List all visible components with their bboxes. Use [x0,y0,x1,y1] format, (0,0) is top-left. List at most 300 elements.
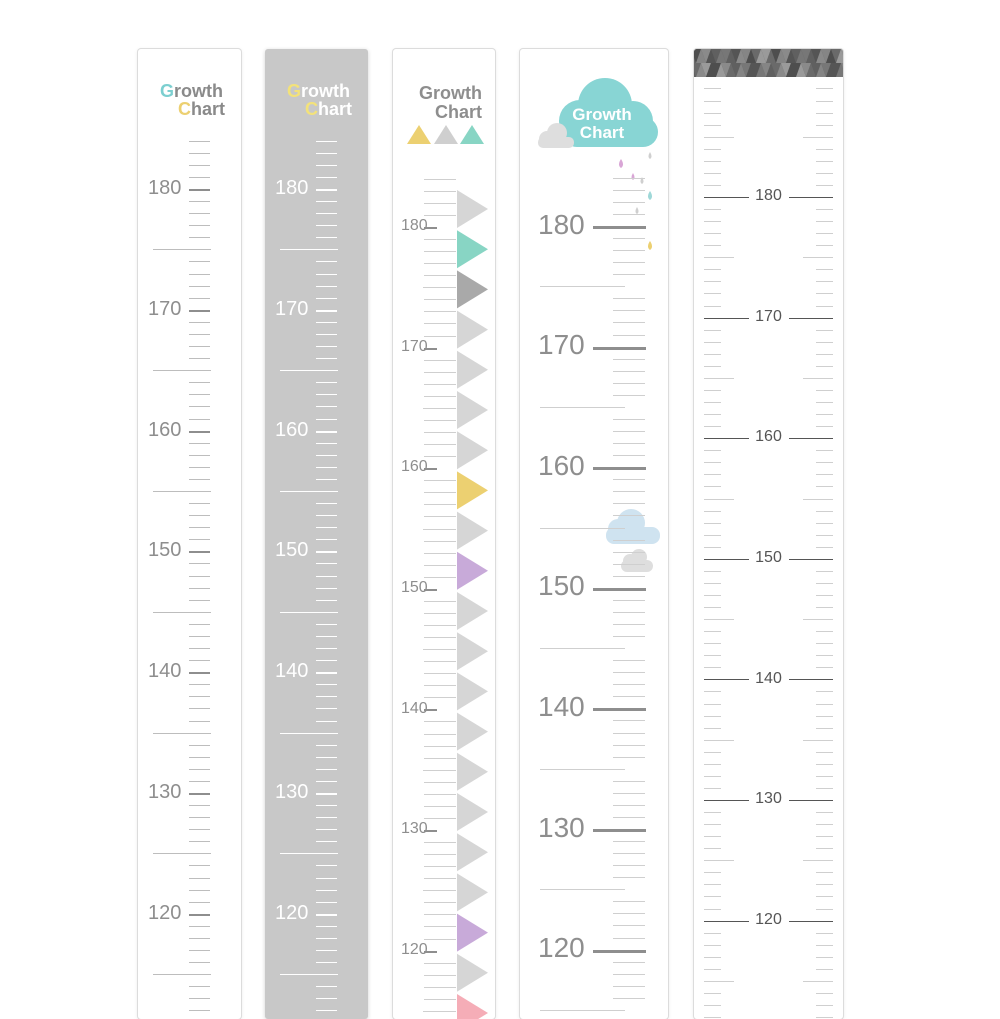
ruler-tick [613,443,645,444]
ruler-tick [424,215,456,216]
ruler-tick [423,649,456,650]
ruler-tick [189,274,210,275]
ruler-tick [540,648,625,649]
height-label-150: 150 [275,539,309,561]
title-line-2: Chart [434,102,482,122]
ruler-tick [189,225,210,226]
ruler-tick [423,287,456,288]
ruler-tick [803,378,833,379]
ruler-tick [816,450,833,451]
ruler-tick [189,443,210,444]
ruler-tick [593,588,646,591]
ruler-tick [816,595,833,596]
flag-triangle [457,994,488,1019]
height-label-170: 170 [148,298,182,320]
ruler-tick [613,371,645,372]
ruler-tick [189,781,210,782]
ruler-tick [816,390,833,391]
ruler-tick [424,396,456,397]
ruler-tick [424,963,456,964]
ruler-tick [316,805,337,806]
ruler-tick [613,925,645,926]
ruler-tick [704,860,734,861]
ruler-tick [613,322,645,323]
height-label-150: 150 [148,539,182,561]
ruler-tick [704,583,721,584]
ruler-tick [704,499,734,500]
ruler-tick [613,684,645,685]
strip-title [158,82,225,118]
ruler-tick [540,528,625,529]
ruler-tick [424,661,456,662]
ruler-tick [704,993,721,994]
ruler-tick [153,370,211,371]
ruler-tick [316,708,337,709]
flag-triangle [457,753,488,791]
ruler-tick [704,547,721,548]
height-label-120: 120 [755,911,782,928]
ruler-tick [189,563,210,564]
ruler-tick [816,969,833,970]
ruler-tick [613,431,645,432]
ruler-tick [704,88,721,89]
ruler-tick [424,758,456,759]
height-label-140: 140 [275,660,309,682]
ruler-tick [816,824,833,825]
ruler-tick [189,1010,210,1011]
ruler-tick [424,384,456,385]
ruler-tick [189,322,210,323]
ruler-tick [189,600,210,601]
ruler-tick [704,426,721,427]
ruler-tick [424,926,456,927]
ruler-tick [316,346,337,347]
ruler-tick [189,515,210,516]
flag-triangle [457,632,488,670]
ruler-tick [316,286,337,287]
ruler-tick [613,503,645,504]
ruler-tick [613,733,645,734]
ruler-tick [316,841,337,842]
ruler-tick [704,173,721,174]
ruler-tick [316,890,337,891]
ruler-tick [816,233,833,234]
ruler-tick [704,1005,721,1006]
ruler-tick [816,281,833,282]
ruler-tick [316,600,337,601]
ruler-tick [280,853,338,854]
ruler-tick [316,419,337,420]
ruler-tick [613,672,645,673]
ruler-tick [189,237,210,238]
ruler-tick [593,829,646,832]
height-label-130: 130 [148,781,182,803]
ruler-tick [613,624,645,625]
height-label-140: 140 [755,670,782,687]
ruler-tick [189,539,210,540]
ruler-tick [613,395,645,396]
ruler-tick [189,201,210,202]
ruler-tick [613,455,645,456]
ruler-tick [316,563,337,564]
ruler-tick [189,636,210,637]
ruler-tick [316,902,337,903]
ruler-tick [424,372,456,373]
ruler-tick [424,975,456,976]
ruler-tick [613,310,645,311]
height-label-140: 140 [538,691,585,722]
ruler-tick [704,848,721,849]
ruler-tick [704,909,721,910]
ruler-tick [316,914,337,916]
ruler-tick [189,938,210,939]
height-label-160: 160 [148,419,182,441]
ruler-tick [189,648,210,649]
ruler-tick [189,986,210,987]
ruler-tick [613,745,645,746]
geometric-header-band [694,49,843,77]
ruler-tick [316,817,337,818]
ruler-tick [816,402,833,403]
ruler-tick [189,962,210,963]
ruler-tick [816,704,833,705]
ruler-tick [189,334,210,335]
ruler-tick [189,902,210,903]
title-initial-g: G [287,81,302,101]
ruler-tick [424,782,456,783]
flag-triangle [457,793,488,831]
ruler-tick [189,165,210,166]
ruler-tick [704,655,721,656]
height-label-150: 150 [401,579,428,596]
ruler-tick [613,250,645,251]
ruler-tick [316,660,337,661]
ruler-tick [280,612,338,613]
ruler-tick [316,769,337,770]
ruler-tick [189,841,210,842]
ruler-tick [816,716,833,717]
ruler-tick [613,901,645,902]
ruler-tick [704,209,721,210]
ruler-tick [424,480,456,481]
ruler-tick [613,781,645,782]
ruler-tick [189,394,210,395]
ruler-tick [424,601,456,602]
ruler-tick [316,672,337,674]
ruler-tick [816,535,833,536]
ruler-tick [189,431,210,433]
ruler-tick [424,685,456,686]
ruler-tick [613,962,645,963]
ruler-tick [424,746,456,747]
height-label-160: 160 [401,458,428,475]
growth-chart-strip-flags[interactable] [393,49,495,1019]
ruler-tick [153,491,211,492]
ruler-tick [613,913,645,914]
ruler-tick [704,390,721,391]
ruler-tick [816,245,833,246]
ruler-tick [593,226,646,229]
title-initial-g: G [160,81,175,101]
ruler-tick [704,595,721,596]
height-label-150: 150 [538,570,585,601]
ruler-tick [593,950,646,953]
triangle-pattern-icon [694,49,843,77]
ruler-tick [189,310,210,312]
ruler-tick [316,177,337,178]
ruler-tick [424,179,456,180]
ruler-tick [704,884,721,885]
ruler-tick [316,455,337,456]
ruler-tick [613,817,645,818]
title-initial-c: C [305,99,318,119]
ruler-tick [189,286,210,287]
ruler-tick [316,322,337,323]
ruler-tick [316,213,337,214]
ruler-tick [816,993,833,994]
ruler-tick [704,462,721,463]
ruler-tick [704,957,721,958]
ruler-tick [189,757,210,758]
ruler-tick [803,619,833,620]
ruler-tick [189,696,210,697]
ruler-tick [424,806,456,807]
ruler-tick [704,101,721,102]
ruler-tick [704,523,721,524]
height-label-180: 180 [401,217,428,234]
ruler-tick [424,565,456,566]
height-label-170: 170 [401,338,428,355]
ruler-tick [424,866,456,867]
ruler-tick [423,1011,456,1012]
bunting-flags-icon [393,49,495,1019]
ruler-tick [613,262,645,263]
ruler-tick [613,865,645,866]
ruler-tick [189,551,210,553]
ruler-tick [189,189,210,191]
ruler-tick [816,728,833,729]
flag-triangle [457,391,488,429]
ruler-tick [613,636,645,637]
ruler-tick [704,824,721,825]
ruler-tick [316,696,337,697]
ruler-tick [189,769,210,770]
ruler-tick [316,962,337,963]
ruler-tick [613,938,645,939]
ruler-tick [424,577,456,578]
ruler-tick [816,185,833,186]
ruler-tick [316,648,337,649]
height-label-120: 120 [148,902,182,924]
ruler-tick [704,450,721,451]
ruler-tick [316,986,337,987]
ruler-tick [424,721,456,722]
height-label-170: 170 [538,329,585,360]
ruler-tick [704,293,721,294]
ruler-tick [153,612,211,613]
title-initial-c: C [178,99,191,119]
ruler-tick [189,141,210,142]
ruler-tick [540,1010,625,1011]
height-label-160: 160 [755,428,782,445]
ruler-tick [540,769,625,770]
ruler-tick [704,161,721,162]
growth-chart-strip-clouds[interactable] [520,49,668,1019]
ruler-tick [704,571,721,572]
ruler-tick [816,643,833,644]
title-rest: rowth [174,81,224,101]
flag-triangle [457,672,488,710]
ruler-tick [816,631,833,632]
growth-chart-strip-grey[interactable] [265,49,368,1019]
ruler-tick [189,624,210,625]
ruler-tick [704,667,721,668]
ruler-tick [316,950,337,951]
ruler-tick [540,286,625,287]
ruler-tick [704,933,721,934]
ruler-tick [189,890,210,891]
ruler-tick [424,613,456,614]
ruler-tick [816,414,833,415]
ruler-tick [704,764,721,765]
ruler-tick [704,402,721,403]
ruler-tick [189,950,210,951]
title-rest: hart [191,99,226,119]
ruler-tick [316,189,337,191]
height-label-160: 160 [538,450,585,481]
ruler-tick [613,491,645,492]
flag-triangle [457,713,488,751]
ruler-tick [816,667,833,668]
ruler-tick [803,257,833,258]
ruler-tick [424,432,456,433]
ruler-tick [613,335,645,336]
ruler-tick [316,141,337,142]
ruler-tick [424,360,456,361]
ruler-tick [316,237,337,238]
ruler-tick [423,529,456,530]
height-label-130: 130 [755,790,782,807]
growth-chart-strip-geometric[interactable] [694,49,843,1019]
ruler-tick [189,721,210,722]
ruler-tick [704,245,721,246]
ruler-tick [613,853,645,854]
ruler-tick [189,576,210,577]
title-line-2: Chart [579,123,625,142]
flag-triangle [457,512,488,550]
ruler-tick [189,672,210,674]
ruler-tick [816,88,833,89]
strip-title [566,106,638,141]
ruler-tick [613,564,645,565]
ruler-tick [316,479,337,480]
ruler-tick [424,191,456,192]
ruler-tick [803,860,833,861]
ruler-tick [816,848,833,849]
ruler-tick [423,408,456,409]
ruler-tick [613,841,645,842]
flag-triangle [457,190,488,228]
flag-triangle [457,270,488,308]
ruler-tick [816,547,833,548]
growth-chart-strip-white[interactable] [138,49,241,1019]
ruler-tick [816,836,833,837]
ruler-tick [280,733,338,734]
ruler-tick [613,805,645,806]
ruler-tick [316,829,337,830]
ruler-tick [613,515,645,516]
ruler-tick [704,366,721,367]
ruler-tick [316,998,337,999]
ruler-tick [704,330,721,331]
ruler-tick [704,113,721,114]
ruler-tick [704,812,721,813]
ruler-tick [613,419,645,420]
ruler-tick [424,299,456,300]
ruler-tick [593,467,646,470]
ruler-tick [613,600,645,601]
ruler-tick [816,306,833,307]
ruler-tick [704,149,721,150]
title-line-1: Growth [419,83,482,103]
ruler-tick [424,541,456,542]
ruler-tick [816,173,833,174]
height-label-150: 150 [755,549,782,566]
ruler-tick [816,161,833,162]
ruler-tick [189,588,210,589]
ruler-tick [613,359,645,360]
ruler-tick [704,643,721,644]
ruler-tick [613,877,645,878]
ruler-tick [816,933,833,934]
ruler-tick [424,842,456,843]
ruler-tick [316,878,337,879]
ruler-tick [704,788,721,789]
ruler-tick [424,794,456,795]
ruler-tick [316,334,337,335]
height-label-180: 180 [538,209,585,240]
ruler-tick [613,793,645,794]
ruler-tick [613,479,645,480]
ruler-tick [816,764,833,765]
ruler-tick [424,625,456,626]
ruler-tick [189,479,210,480]
height-label-180: 180 [755,187,782,204]
ruler-tick [816,788,833,789]
ruler-tick [816,366,833,367]
ruler-tick [316,467,337,468]
ruler-tick [704,969,721,970]
ruler-tick [816,113,833,114]
ruler-tick [816,511,833,512]
ruler-tick [424,673,456,674]
ruler-tick [816,221,833,222]
ruler-tick [424,987,456,988]
ruler-tick [816,462,833,463]
ruler-tick [704,872,721,873]
flag-triangle [457,833,488,871]
ruler-tick [316,201,337,202]
height-label-120: 120 [275,902,309,924]
height-label-160: 160 [275,419,309,441]
ruler-tick [189,878,210,879]
ruler-tick [316,745,337,746]
ruler-tick [280,974,338,975]
ruler-tick [816,342,833,343]
ruler-tick [613,238,645,239]
ruler-tick [424,275,456,276]
flag-triangle [457,914,488,952]
